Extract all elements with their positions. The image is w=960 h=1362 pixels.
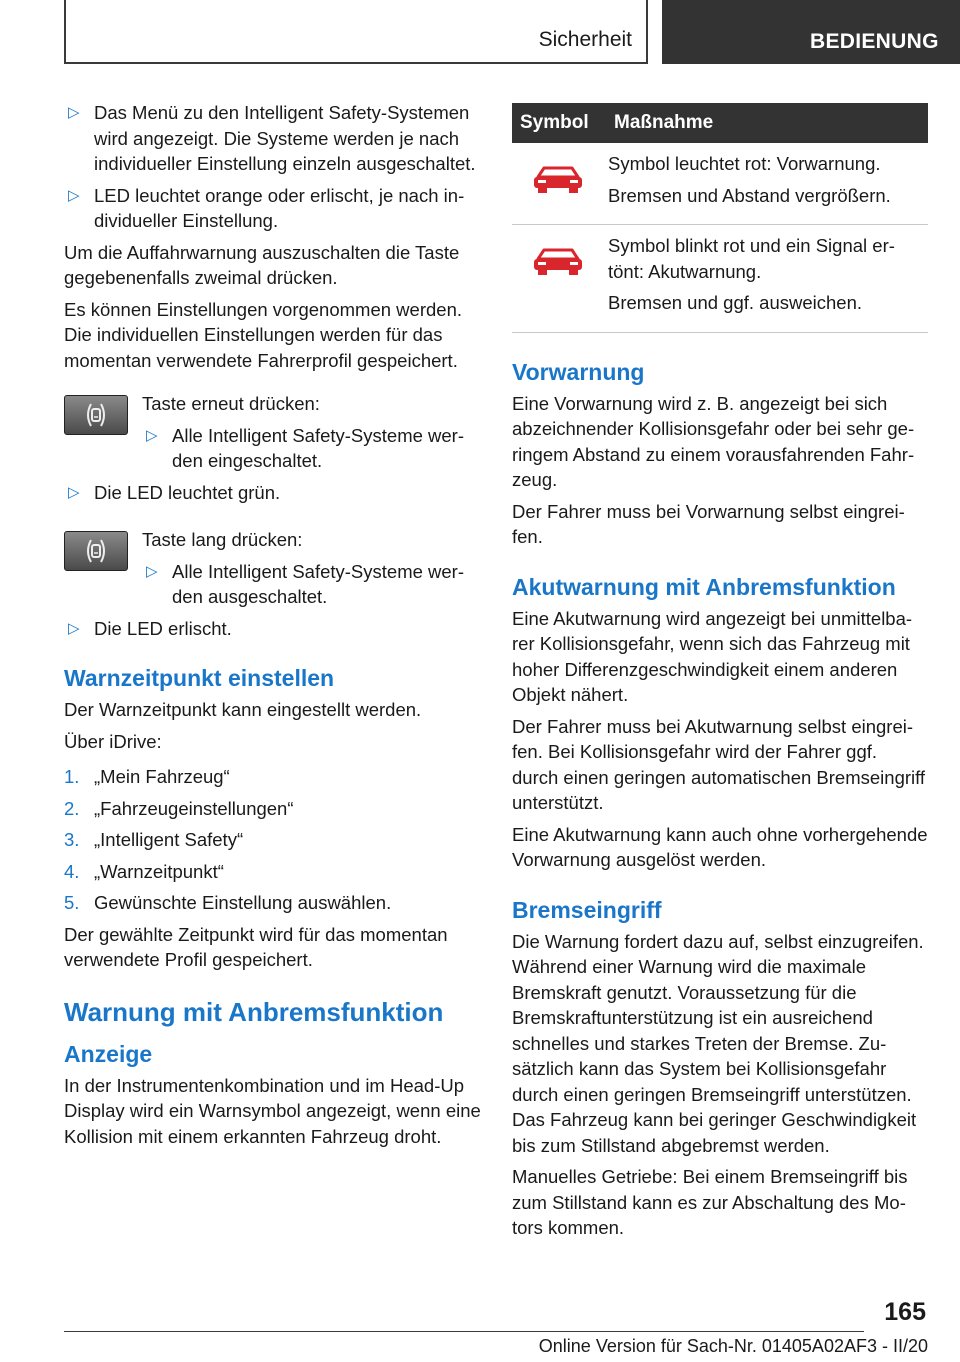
step-number: 4. (64, 860, 80, 882)
paragraph: Eine Akutwarnung kann auch ohne vorhergehende Vorwarnung ausgelöst werden. (512, 823, 928, 870)
paragraph: Eine Akutwarnung wird angezeigt bei unmittelbarer Kollisionsgefahr, wenn sich das Fahrzeug mit hoher Differenzgeschwindigkeit einem anderen Objekt nähert. (512, 607, 913, 705)
list-item (64, 183, 482, 234)
list-item-text: Die LED erlischt. (94, 617, 232, 639)
table-header-massnahme: Maßnahme (606, 103, 928, 143)
footer-divider (64, 1331, 864, 1332)
steps-list (64, 764, 482, 916)
bullet-triangle-icon: ▷ (146, 426, 158, 444)
bullet-triangle-icon: ▷ (68, 483, 80, 501)
key-instruction-text: Taste erneut drücken: (142, 393, 320, 414)
step-text: „Fahrzeugeinstellungen“ (94, 797, 294, 819)
paragraph: Eine Vorwarnung wird z. B. angezeigt bei sich abzeichnender Kollisionsgefahr oder bei sehr geringem Abstand zu einem vorausfahrenden Fahrzeug. (512, 392, 915, 490)
table-cell-symbol (512, 143, 606, 225)
intelligent-safety-button-icon (64, 395, 128, 435)
table-cell-massnahme (606, 225, 928, 333)
table-row (512, 225, 928, 333)
list-item-text: Die LED leuchtet grün. (94, 481, 281, 503)
bullet-triangle-icon: ▷ (68, 186, 80, 204)
paragraph: Die Warnung fordert dazu auf, selbst einzugreifen. Während einer Warnung wird die maximale Bremskraft genutzt. Voraussetzung für die Bremskraftunterstützung ist ein ausreichend schnelles und starkes Treten der Bremse. Zusätzlich kann das System bei Kollisionsgefahr durch einen geringen Bremseingriff unterstützen. Das Fahrzeug kann bei geringer Geschwindigkeit bis zum Stillstand abgebremst werden. (512, 930, 924, 1156)
heading-anzeige: Anzeige (64, 1040, 153, 1067)
symbol-table (512, 103, 928, 333)
key-instruction (64, 391, 482, 474)
paragraph: Der Fahrer muss bei Akutwarnung selbst eingreifen. Bei Kollisionsgefahr wird der Fahrer ggf. durch einen geringen automatischen Bremseingriff unterstützt. (512, 715, 926, 813)
table-cell-text: Symbol blinkt rot und ein Signal ertönt: Akutwarnung. (608, 235, 895, 282)
paragraph: Der Fahrer muss bei Vorwarnung selbst eingreifen. (512, 500, 905, 547)
bullet-triangle-icon: ▷ (68, 104, 80, 121)
step-item (64, 764, 482, 790)
step-item (64, 827, 482, 853)
list-item (64, 100, 482, 177)
paragraph: In der Instrumentenkombination und im Head-Up Display wird ein Warnsymbol angezeigt, wenn eine Kollision mit einem erkannten Fahrzeug droht. (64, 1074, 481, 1147)
list-item-text: Alle Intelligent Safety-Systeme werden ausgeschaltet. (172, 560, 465, 607)
car-warning-icon (530, 260, 586, 281)
list-item (142, 423, 482, 474)
list-item-text: Alle Intelligent Safety-Systeme werden eingeschaltet. (172, 424, 465, 471)
table-cell-massnahme (606, 143, 928, 225)
table-header-row (512, 103, 928, 143)
key-instruction (64, 527, 482, 610)
step-number: 5. (64, 892, 80, 913)
heading-warnzeitpunkt: Warnzeitpunkt einstellen (64, 665, 335, 691)
table-cell-symbol (512, 225, 606, 333)
paragraph: Manuelles Getriebe: Bei einem Bremseingriff bis zum Stillstand kann es zur Abschaltung des Motors kommen. (512, 1166, 908, 1238)
step-text: „Intelligent Safety“ (94, 829, 244, 850)
header-chapter-tab: BEDIENUNG (662, 0, 960, 64)
step-item (64, 859, 482, 885)
header-section-box (64, 0, 648, 64)
header-section-title: Sicherheit (538, 28, 632, 51)
right-column (512, 103, 928, 1247)
intelligent-safety-button-icon (64, 531, 128, 571)
table-cell-text: Bremsen und Abstand vergrößern. (608, 184, 891, 206)
step-number: 1. (64, 766, 80, 787)
paragraph: Der gewählte Zeitpunkt wird für das momentan verwendete Profil gespeichert. (64, 923, 448, 970)
list-item (64, 480, 482, 506)
table-header-symbol: Symbol (512, 103, 606, 143)
car-warning-icon (530, 178, 586, 199)
table-cell-text: Symbol leuchtet rot: Vorwarnung. (608, 153, 881, 174)
step-item (64, 796, 482, 822)
paragraph: Um die Auffahrwarnung auszuschalten die Taste gegebenenfalls zweimal drücken. (64, 241, 460, 288)
bullet-triangle-icon: ▷ (146, 562, 158, 580)
list-item (64, 616, 482, 642)
heading-akutwarnung: Akutwarnung mit Anbremsfunktion (512, 573, 896, 600)
footer-text: Online Version für Sach-Nr. 01405A02AF3 - II/20 (538, 1336, 928, 1356)
table-row (512, 143, 928, 225)
paragraph: Es können Einstellungen vorgenommen werden. Die individuellen Einstellungen werden für das momentan verwendete Fahrerprofil gespeichert. (64, 298, 462, 371)
step-text: Gewünschte Einstellung auswählen. (94, 892, 392, 913)
heading-vorwarnung: Vorwarnung (512, 358, 645, 385)
step-number: 3. (64, 829, 80, 850)
step-text: „Warnzeitpunkt“ (94, 860, 224, 882)
list-item-text: LED leuchtet orange oder erlischt, je nach individueller Einstellung. (94, 184, 465, 231)
heading-warnung-anbremsfunktion: Warnung mit Anbremsfunktion (64, 996, 444, 1027)
page-number: 165 (884, 1298, 926, 1326)
list-item (142, 559, 482, 610)
list-item-text: Das Menü zu den Intelligent Safety-Systemen wird angezeigt. Die Systeme werden je nach individueller Einstellung einzeln ausgeschaltet. (94, 102, 476, 174)
heading-bremseingriff: Bremseingriff (512, 896, 662, 923)
step-text: „Mein Fahrzeug“ (94, 766, 230, 787)
table-cell-text: Bremsen und ggf. ausweichen. (608, 292, 863, 313)
left-column (64, 100, 482, 1155)
bullet-triangle-icon: ▷ (68, 619, 80, 637)
paragraph: Der Warnzeitpunkt kann eingestellt werden. (64, 699, 422, 720)
step-number: 2. (64, 797, 80, 819)
key-instruction-text: Taste lang drücken: (142, 529, 303, 550)
step-item (64, 890, 482, 916)
paragraph: Über iDrive: (64, 730, 162, 752)
